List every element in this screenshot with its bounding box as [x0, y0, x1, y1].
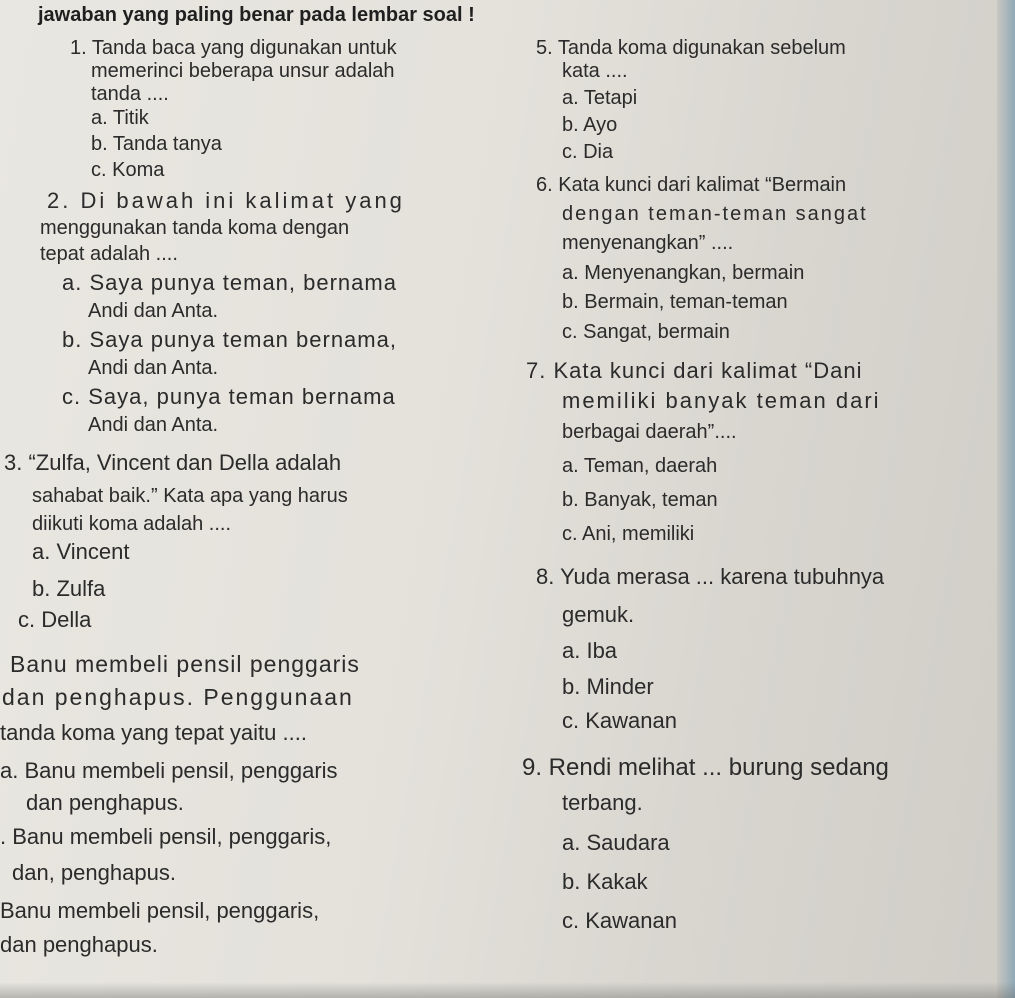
question-6-line-3: menyenangkan” ....	[562, 232, 734, 254]
question-4-line-2: dan penghapus. Penggunaan	[2, 684, 354, 710]
question-5-option-b: b. Ayo	[562, 114, 618, 136]
question-2-line-1: 2. Di bawah ini kalimat yang	[47, 188, 405, 213]
question-8-line-1: 8. Yuda merasa ... karena tubuhnya	[536, 564, 885, 589]
question-3-option-b: b. Zulfa	[32, 576, 106, 601]
question-2-line-2: menggunakan tanda koma dengan	[40, 217, 350, 239]
question-2-line-3: tepat adalah ....	[40, 243, 178, 265]
question-7-line-1: 7. Kata kunci dari kalimat “Dani	[526, 358, 863, 383]
question-2-option-c-line-1: c. Saya, punya teman bernama	[62, 384, 396, 409]
question-7-option-c: c. Ani, memiliki	[562, 523, 695, 545]
question-4-option-a-line-1: a. Banu membeli pensil, penggaris	[0, 758, 338, 783]
question-3-line-2: sahabat baik.” Kata apa yang harus	[32, 485, 348, 507]
question-4-option-b-line-2: dan, penghapus.	[12, 860, 176, 885]
question-6-option-a: a. Menyenangkan, bermain	[562, 262, 805, 284]
question-9-line-2: terbang.	[562, 790, 643, 815]
question-8-option-c: c. Kawanan	[562, 708, 677, 733]
question-5-option-a: a. Tetapi	[562, 87, 638, 109]
question-7-line-2: memiliki banyak teman dari	[562, 388, 881, 413]
question-1-line-1: 1. Tanda baca yang digunakan untuk	[70, 37, 397, 59]
page-bottom-shadow	[0, 982, 1015, 998]
question-3-line-1: 3. “Zulfa, Vincent dan Della adalah	[4, 450, 342, 475]
question-5-line-1: 5. Tanda koma digunakan sebelum	[536, 37, 846, 59]
page-edge	[997, 0, 1015, 998]
question-6-option-c: c. Sangat, bermain	[562, 321, 730, 343]
question-6-line-1: 6. Kata kunci dari kalimat “Bermain	[536, 174, 847, 196]
question-1-line-3: tanda ....	[91, 83, 169, 105]
question-4-option-c-line-1: Banu membeli pensil, penggaris,	[0, 898, 320, 923]
question-6-option-b: b. Bermain, teman-teman	[562, 291, 788, 313]
question-2-option-c-line-2: Andi dan Anta.	[88, 414, 219, 436]
question-9-option-c: c. Kawanan	[562, 908, 677, 933]
question-8-line-2: gemuk.	[562, 602, 635, 627]
question-5-line-2: kata ....	[562, 60, 628, 82]
question-1-option-b: b. Tanda tanya	[91, 133, 222, 155]
question-7-option-a: a. Teman, daerah	[562, 455, 718, 477]
question-4-option-a-line-2: dan penghapus.	[26, 790, 184, 815]
question-2-option-a-line-1: a. Saya punya teman, bernama	[62, 270, 397, 295]
question-9-option-b: b. Kakak	[562, 869, 648, 894]
question-3-option-a: a. Vincent	[32, 539, 130, 564]
question-4-option-c-line-2: dan penghapus.	[0, 932, 158, 957]
question-2-option-b-line-2: Andi dan Anta.	[88, 357, 219, 379]
question-1-line-2: memerinci beberapa unsur adalah	[91, 60, 395, 82]
question-4-line-3: tanda koma yang tepat yaitu ....	[0, 720, 307, 745]
question-6-line-2: dengan teman-teman sangat	[562, 203, 868, 225]
question-1-option-a: a. Titik	[91, 107, 149, 129]
question-8-option-a: a. Iba	[562, 638, 618, 663]
question-5-option-c: c. Dia	[562, 141, 614, 163]
question-9-option-a: a. Saudara	[562, 830, 670, 855]
question-1-option-c: c. Koma	[91, 159, 165, 181]
question-4-line-1: Banu membeli pensil penggaris	[10, 651, 360, 677]
question-2-option-b-line-1: b. Saya punya teman bernama,	[62, 327, 397, 352]
question-3-line-3: diikuti koma adalah ....	[32, 513, 231, 535]
question-7-option-b: b. Banyak, teman	[562, 489, 718, 511]
question-9-line-1: 9. Rendi melihat ... burung sedang	[522, 754, 889, 781]
question-7-line-3: berbagai daerah”....	[562, 421, 737, 443]
question-8-option-b: b. Minder	[562, 674, 654, 699]
question-4-option-b-line-1: . Banu membeli pensil, penggaris,	[0, 824, 332, 849]
question-3-option-c: c. Della	[18, 607, 92, 632]
instruction-header: jawaban yang paling benar pada lembar soal !	[38, 4, 475, 26]
question-2-option-a-line-2: Andi dan Anta.	[88, 300, 219, 322]
